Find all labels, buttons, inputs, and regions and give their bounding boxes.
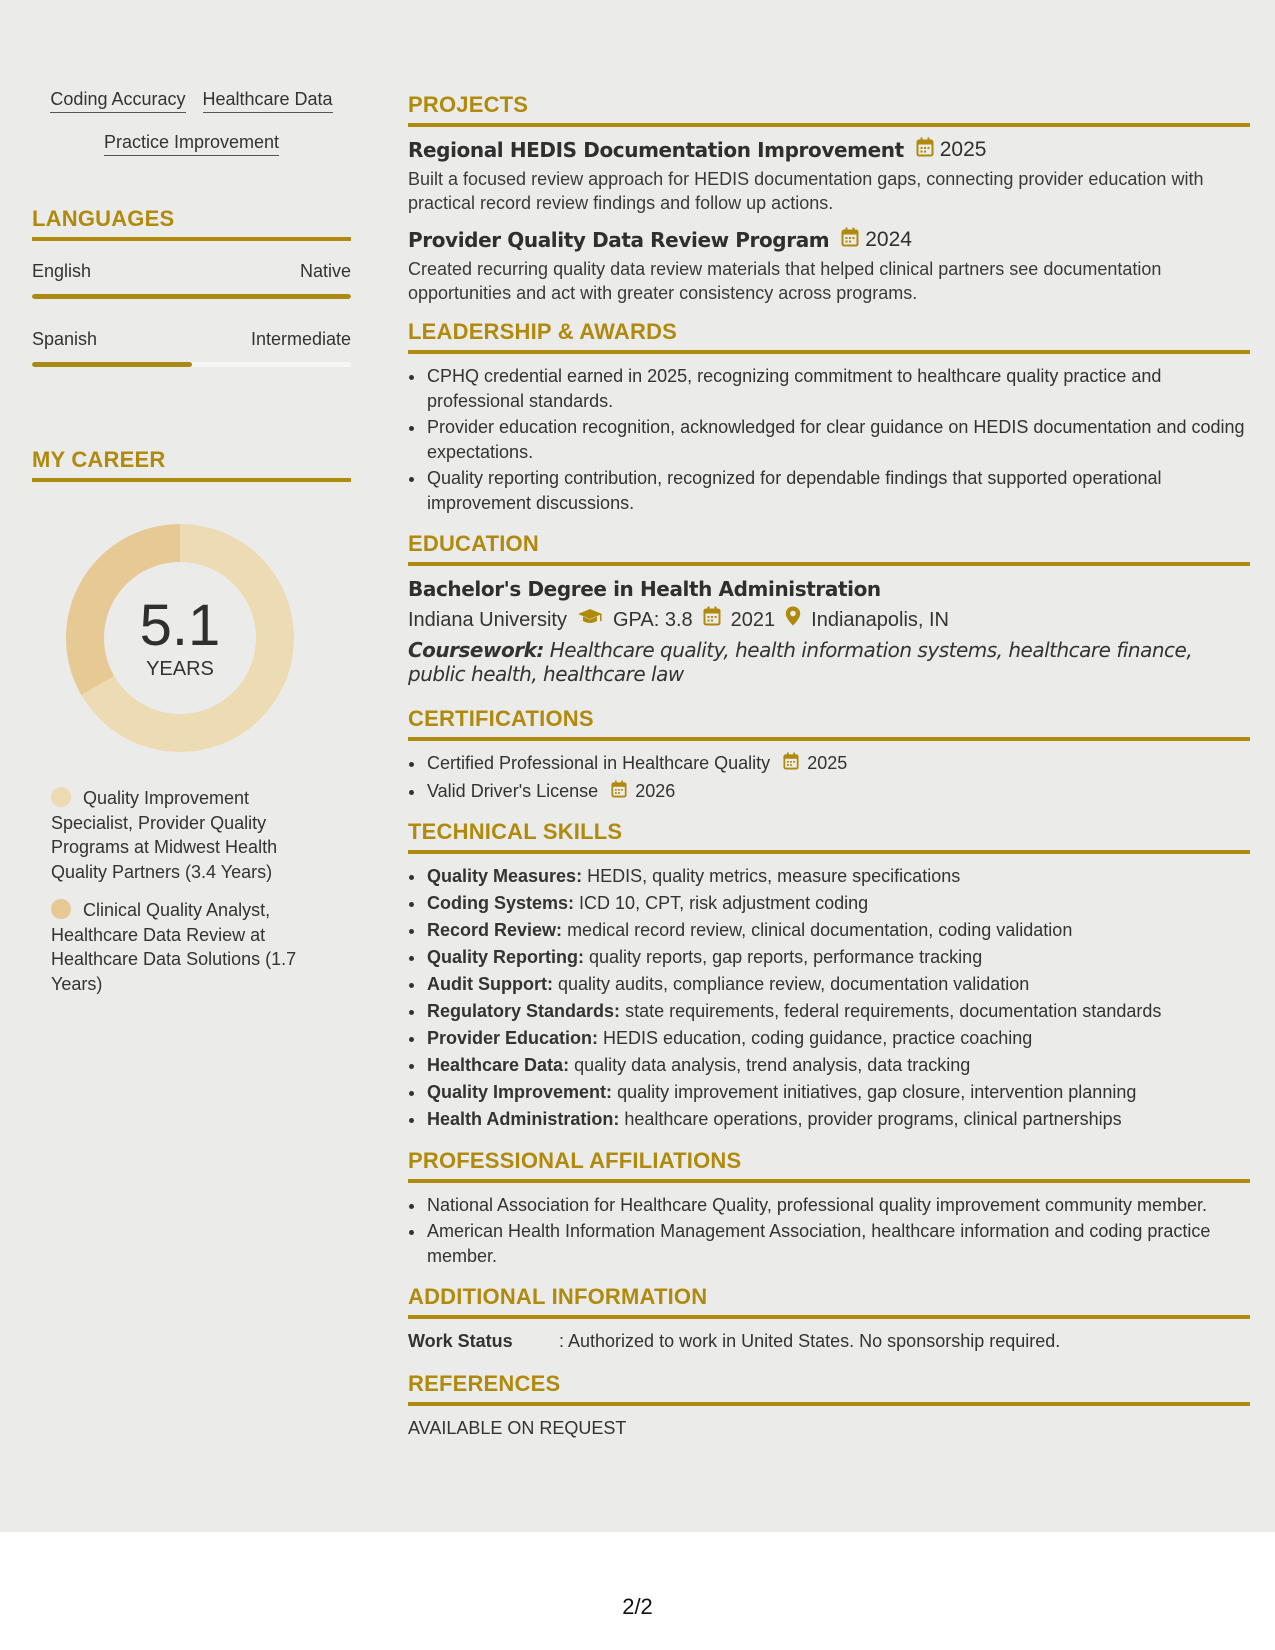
skill-item	[426, 1107, 1250, 1132]
page-number: 2/2	[622, 1594, 653, 1619]
education-section	[408, 531, 1250, 686]
list-item	[426, 779, 1250, 805]
career-role: Clinical Quality Analyst, Healthcare Data Review at Healthcare Data Solutions (1.7 Years)	[51, 900, 297, 994]
affiliations-section	[408, 1148, 1250, 1269]
certification-year: 2026	[635, 780, 676, 801]
certification-name: Certified Professional in Healthcare Quality	[427, 753, 771, 773]
skill-value: ICD 10, CPT, risk adjustment coding	[579, 892, 869, 913]
list-item: • CPHQ credential earned in 2025, recognizing commitment to healthcare quality practice and professional standards.	[426, 364, 1250, 413]
skill-item	[426, 972, 1250, 997]
language-bar	[32, 362, 351, 367]
calendar-icon	[841, 227, 859, 253]
skill-item	[426, 864, 1250, 889]
skill-tag: Coding Accuracy	[50, 88, 185, 113]
skill-value: healthcare operations, provider programs, clinical partnerships	[624, 1108, 1122, 1129]
skill-label: Regulatory Standards:	[427, 1000, 621, 1021]
additional-section	[408, 1284, 1250, 1353]
affiliations-list	[408, 1193, 1250, 1269]
language-name: English	[32, 261, 92, 281]
project-year: 2025	[939, 138, 987, 161]
affiliations-title: PROFESSIONAL AFFILIATIONS	[408, 1148, 1250, 1183]
skill-value: state requirements, federal requirements, documentation standards	[625, 1000, 1162, 1021]
list-item: • Provider education recognition, acknowledged for clear guidance on HEDIS documentation and coding expectations.	[426, 415, 1250, 464]
career-donut-chart	[66, 524, 294, 752]
location-pin-icon	[785, 606, 801, 633]
career-section	[32, 447, 351, 996]
skill-tag: Healthcare Data	[203, 88, 333, 113]
legend-dot	[51, 787, 71, 807]
coursework	[408, 638, 1250, 686]
degree-name: Bachelor's Degree in Health Administration	[408, 577, 881, 601]
school-name: Indiana University	[408, 608, 567, 631]
skill-value: HEDIS education, coding guidance, practice coaching	[603, 1027, 1033, 1048]
gpa: GPA: 3.8	[612, 608, 693, 631]
coursework-label: Coursework:	[408, 638, 544, 662]
career-role: Quality Improvement Specialist, Provider Quality Programs at Midwest Health Quality Partners (3.4 Years)	[51, 788, 278, 882]
certifications-title: CERTIFICATIONS	[408, 706, 1250, 741]
list-item: • Quality reporting contribution, recognized for dependable findings that supported operational improvement discussions.	[426, 466, 1250, 515]
certifications-section	[408, 706, 1250, 805]
skill-item	[426, 999, 1250, 1024]
skills-list	[408, 864, 1250, 1132]
language-level: Native	[299, 261, 351, 281]
calendar-icon	[703, 606, 721, 633]
skill-value: quality improvement initiatives, gap closure, intervention planning	[617, 1081, 1137, 1102]
languages-title: LANGUAGES	[32, 206, 351, 241]
calendar-icon	[783, 752, 799, 777]
references-text: AVAILABLE ON REQUEST	[408, 1418, 627, 1438]
certification-year: 2025	[807, 753, 848, 773]
skill-value: quality audits, compliance review, documentation validation	[557, 973, 1030, 994]
work-status-label: Work Status	[408, 1331, 513, 1351]
project-description: Created recurring quality data review materials that helped clinical partners see documentation opportunities and act with greater consistency across programs.	[408, 259, 1162, 303]
skill-label: Healthcare Data:	[427, 1054, 570, 1075]
leadership-list	[408, 364, 1250, 515]
project-description: Built a focused review approach for HEDIS documentation gaps, connecting provider education with practical record review findings and follow up actions.	[408, 169, 1204, 213]
project-name: Provider Quality Data Review Program	[408, 228, 830, 252]
projects-section	[408, 92, 1250, 305]
list-item: • National Association for Healthcare Quality, professional quality improvement community member.	[426, 1193, 1250, 1218]
references-section	[408, 1371, 1250, 1439]
skill-label: Coding Systems:	[427, 892, 575, 913]
skill-label: Quality Improvement:	[427, 1081, 613, 1102]
main-content	[408, 92, 1250, 1453]
skill-label: Record Review:	[427, 919, 563, 940]
skill-label: Health Administration:	[427, 1108, 620, 1129]
sidebar	[32, 84, 351, 1010]
project-name: Regional HEDIS Documentation Improvement	[408, 138, 904, 162]
calendar-icon	[916, 137, 934, 163]
list-item: • American Health Information Management Association, healthcare information and coding practice member.	[426, 1219, 1250, 1268]
career-legend	[51, 786, 321, 996]
skill-item	[426, 918, 1250, 943]
skill-value: quality reports, gap reports, performance tracking	[589, 946, 983, 967]
skill-tags	[32, 84, 351, 156]
skills-title: TECHNICAL SKILLS	[408, 819, 1250, 854]
work-status-value: : Authorized to work in United States. No sponsorship required.	[559, 1331, 1061, 1351]
languages-section	[32, 206, 351, 367]
skill-value: HEDIS, quality metrics, measure specifications	[587, 865, 961, 886]
legend-dot	[51, 899, 71, 919]
skill-item	[426, 945, 1250, 970]
skill-item	[426, 1053, 1250, 1078]
list-item	[426, 751, 1250, 777]
language-bar-fill	[32, 362, 192, 367]
language-item	[32, 261, 351, 299]
school-location: Indianapolis, IN	[811, 608, 950, 631]
calendar-icon	[611, 780, 627, 805]
graduation-cap-icon	[577, 607, 603, 633]
career-title: MY CAREER	[32, 447, 351, 482]
additional-title: ADDITIONAL INFORMATION	[408, 1284, 1250, 1319]
skill-item	[426, 1080, 1250, 1105]
language-item	[32, 329, 351, 367]
skill-value: quality data analysis, trend analysis, data tracking	[574, 1054, 971, 1075]
certification-name: Valid Driver's License	[427, 780, 599, 801]
language-level: Intermediate	[250, 329, 351, 349]
leadership-section	[408, 319, 1250, 515]
certifications-list	[408, 751, 1250, 805]
career-legend-item	[51, 898, 321, 996]
graduation-year: 2021	[730, 608, 776, 631]
skill-label: Quality Measures:	[427, 865, 583, 886]
skill-value: medical record review, clinical documentation, coding validation	[567, 919, 1073, 940]
project-year: 2024	[865, 228, 912, 251]
skill-item	[426, 891, 1250, 916]
skill-label: Quality Reporting:	[427, 946, 584, 967]
education-title: EDUCATION	[408, 531, 1250, 566]
language-bar	[32, 294, 351, 299]
coursework-list: Healthcare quality, health information systems, healthcare finance, public health, healthcare law	[408, 638, 1193, 686]
skill-item	[426, 1026, 1250, 1051]
projects-title: PROJECTS	[408, 92, 1250, 127]
career-unit: YEARS	[146, 657, 214, 680]
skill-label: Audit Support:	[427, 973, 553, 994]
project-item	[408, 227, 1250, 305]
skills-section	[408, 819, 1250, 1132]
references-title: REFERENCES	[408, 1371, 1250, 1406]
skill-tag: Practice Improvement	[104, 131, 279, 156]
career-legend-item	[51, 786, 321, 884]
language-bar-fill	[32, 294, 351, 299]
project-item	[408, 137, 1250, 215]
skill-label: Provider Education:	[427, 1027, 599, 1048]
leadership-title: LEADERSHIP & AWARDS	[408, 319, 1250, 354]
language-name: Spanish	[32, 329, 98, 349]
career-total: 5.1	[139, 592, 221, 658]
